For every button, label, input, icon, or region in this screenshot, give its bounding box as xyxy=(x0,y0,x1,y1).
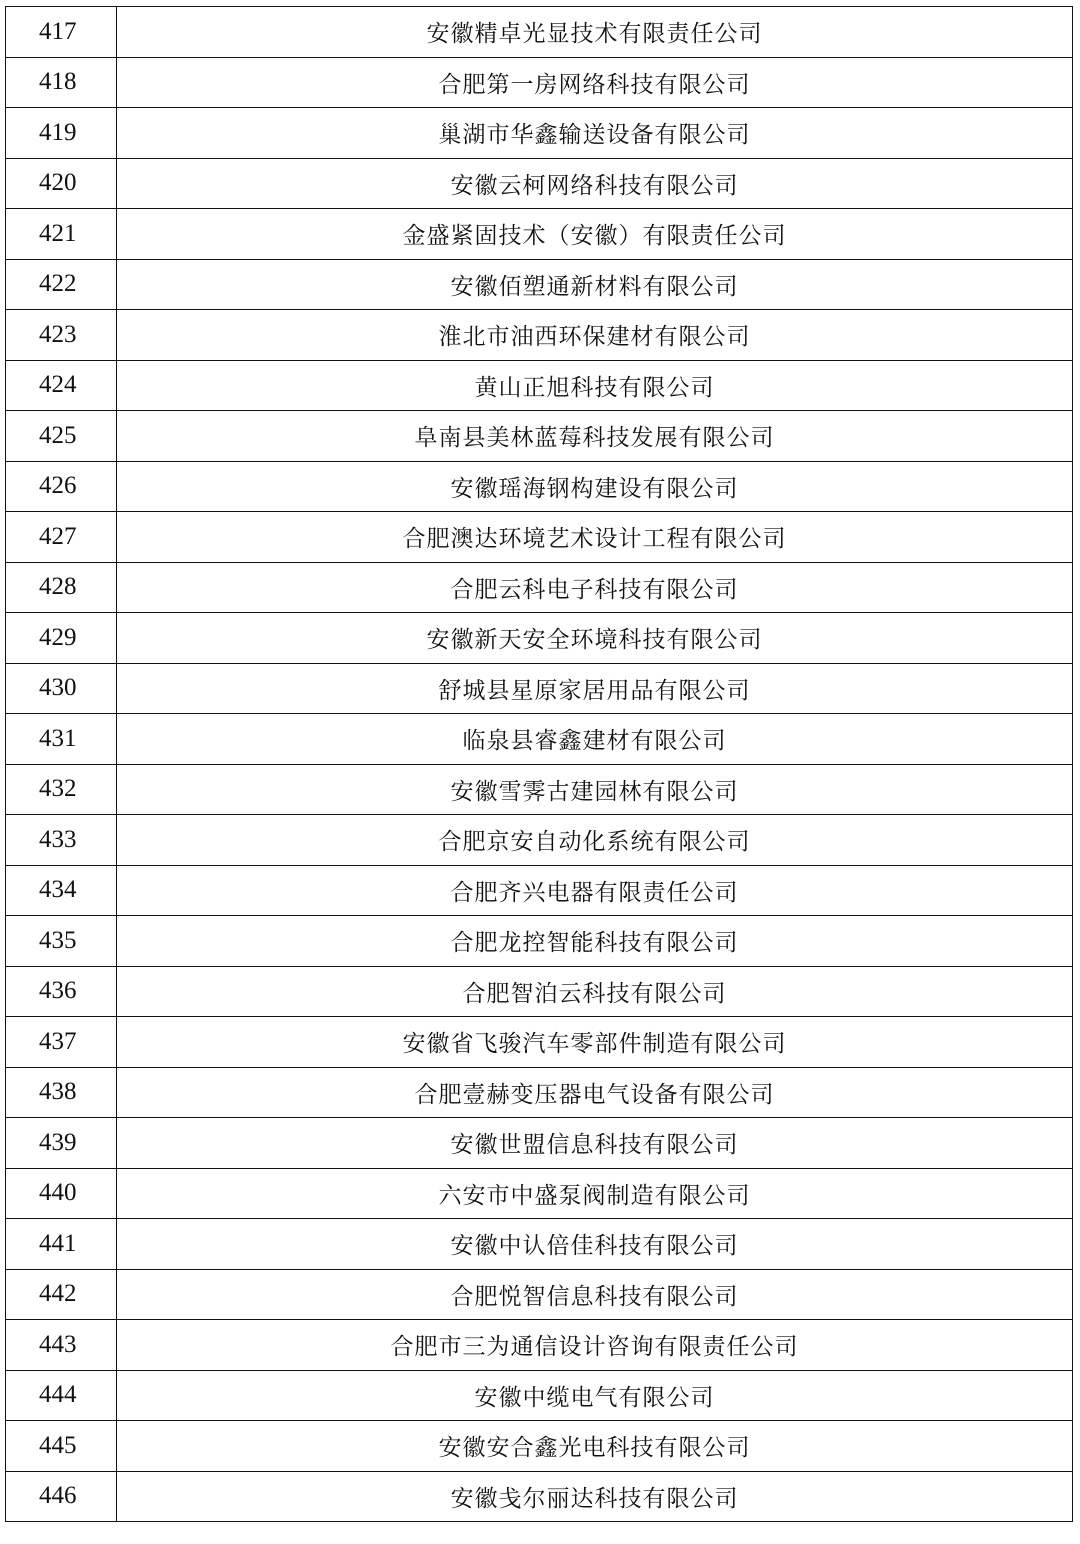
company-name-cell: 安徽省飞骏汽车零部件制造有限公司 xyxy=(117,1017,1073,1068)
table-row xyxy=(6,815,1073,866)
table-row xyxy=(6,57,1073,108)
row-number-cell: 443 xyxy=(6,1320,117,1371)
row-number-cell: 429 xyxy=(6,613,117,664)
table-row xyxy=(6,1168,1073,1219)
row-number-cell: 437 xyxy=(6,1017,117,1068)
row-number-cell: 421 xyxy=(6,209,117,260)
row-number-cell: 432 xyxy=(6,764,117,815)
table-row xyxy=(6,714,1073,765)
row-number-cell: 433 xyxy=(6,815,117,866)
company-name-cell: 合肥齐兴电器有限责任公司 xyxy=(117,865,1073,916)
row-number-cell: 431 xyxy=(6,714,117,765)
row-number-cell: 442 xyxy=(6,1269,117,1320)
row-number-cell: 435 xyxy=(6,916,117,967)
company-name-cell: 安徽中认倍佳科技有限公司 xyxy=(117,1219,1073,1270)
company-name-cell: 阜南县美林蓝莓科技发展有限公司 xyxy=(117,411,1073,462)
company-name-cell: 舒城县星原家居用品有限公司 xyxy=(117,663,1073,714)
row-number-cell: 424 xyxy=(6,360,117,411)
company-name-cell: 安徽精卓光显技术有限责任公司 xyxy=(117,7,1073,58)
table-row xyxy=(6,764,1073,815)
table-row xyxy=(6,512,1073,563)
table-row xyxy=(6,411,1073,462)
company-name-cell: 安徽中缆电气有限公司 xyxy=(117,1370,1073,1421)
company-name-cell: 合肥悦智信息科技有限公司 xyxy=(117,1269,1073,1320)
table-row xyxy=(6,865,1073,916)
row-number-cell: 428 xyxy=(6,562,117,613)
company-name-cell: 合肥智泊云科技有限公司 xyxy=(117,966,1073,1017)
table-row xyxy=(6,1067,1073,1118)
table-row xyxy=(6,613,1073,664)
table-row xyxy=(6,158,1073,209)
table-row xyxy=(6,360,1073,411)
row-number-cell: 422 xyxy=(6,259,117,310)
table-row xyxy=(6,1320,1073,1371)
row-number-cell: 417 xyxy=(6,7,117,58)
row-number-cell: 418 xyxy=(6,57,117,108)
table-row xyxy=(6,1118,1073,1169)
company-name-cell: 金盛紧固技术（安徽）有限责任公司 xyxy=(117,209,1073,260)
row-number-cell: 427 xyxy=(6,512,117,563)
row-number-cell: 423 xyxy=(6,310,117,361)
row-number-cell: 441 xyxy=(6,1219,117,1270)
table-row xyxy=(6,663,1073,714)
row-number-cell: 425 xyxy=(6,411,117,462)
table-row xyxy=(6,209,1073,260)
company-name-cell: 合肥龙控智能科技有限公司 xyxy=(117,916,1073,967)
table-row xyxy=(6,1471,1073,1522)
company-name-cell: 安徽世盟信息科技有限公司 xyxy=(117,1118,1073,1169)
table-row xyxy=(6,916,1073,967)
table-row xyxy=(6,966,1073,1017)
row-number-cell: 434 xyxy=(6,865,117,916)
table-row xyxy=(6,7,1073,58)
company-name-cell: 黄山正旭科技有限公司 xyxy=(117,360,1073,411)
row-number-cell: 446 xyxy=(6,1471,117,1522)
company-name-cell: 安徽安合鑫光电科技有限公司 xyxy=(117,1421,1073,1472)
company-name-cell: 安徽云柯网络科技有限公司 xyxy=(117,158,1073,209)
row-number-cell: 419 xyxy=(6,108,117,159)
table-row xyxy=(6,108,1073,159)
company-name-cell: 安徽新天安全环境科技有限公司 xyxy=(117,613,1073,664)
table-row xyxy=(6,310,1073,361)
company-name-cell: 合肥壹赫变压器电气设备有限公司 xyxy=(117,1067,1073,1118)
company-name-cell: 安徽雪霁古建园林有限公司 xyxy=(117,764,1073,815)
company-name-cell: 安徽瑶海钢构建设有限公司 xyxy=(117,461,1073,512)
company-name-cell: 淮北市油西环保建材有限公司 xyxy=(117,310,1073,361)
company-name-cell: 六安市中盛泵阀制造有限公司 xyxy=(117,1168,1073,1219)
row-number-cell: 439 xyxy=(6,1118,117,1169)
table-row xyxy=(6,1370,1073,1421)
company-list-table-wrapper xyxy=(5,6,1073,1522)
table-row xyxy=(6,1219,1073,1270)
table-row xyxy=(6,562,1073,613)
company-name-cell: 合肥澳达环境艺术设计工程有限公司 xyxy=(117,512,1073,563)
row-number-cell: 430 xyxy=(6,663,117,714)
company-name-cell: 安徽佰塑通新材料有限公司 xyxy=(117,259,1073,310)
company-name-cell: 合肥云科电子科技有限公司 xyxy=(117,562,1073,613)
table-row xyxy=(6,1017,1073,1068)
company-name-cell: 合肥京安自动化系统有限公司 xyxy=(117,815,1073,866)
table-row xyxy=(6,1269,1073,1320)
company-name-cell: 巢湖市华鑫输送设备有限公司 xyxy=(117,108,1073,159)
company-name-cell: 合肥市三为通信设计咨询有限责任公司 xyxy=(117,1320,1073,1371)
company-name-cell: 临泉县睿鑫建材有限公司 xyxy=(117,714,1073,765)
company-list-body xyxy=(6,7,1073,1522)
table-row xyxy=(6,1421,1073,1472)
row-number-cell: 444 xyxy=(6,1370,117,1421)
row-number-cell: 420 xyxy=(6,158,117,209)
row-number-cell: 440 xyxy=(6,1168,117,1219)
row-number-cell: 438 xyxy=(6,1067,117,1118)
table-row xyxy=(6,461,1073,512)
company-name-cell: 合肥第一房网络科技有限公司 xyxy=(117,57,1073,108)
row-number-cell: 436 xyxy=(6,966,117,1017)
company-list-table xyxy=(5,6,1073,1522)
row-number-cell: 426 xyxy=(6,461,117,512)
row-number-cell: 445 xyxy=(6,1421,117,1472)
company-name-cell: 安徽戋尔丽达科技有限公司 xyxy=(117,1471,1073,1522)
table-row xyxy=(6,259,1073,310)
